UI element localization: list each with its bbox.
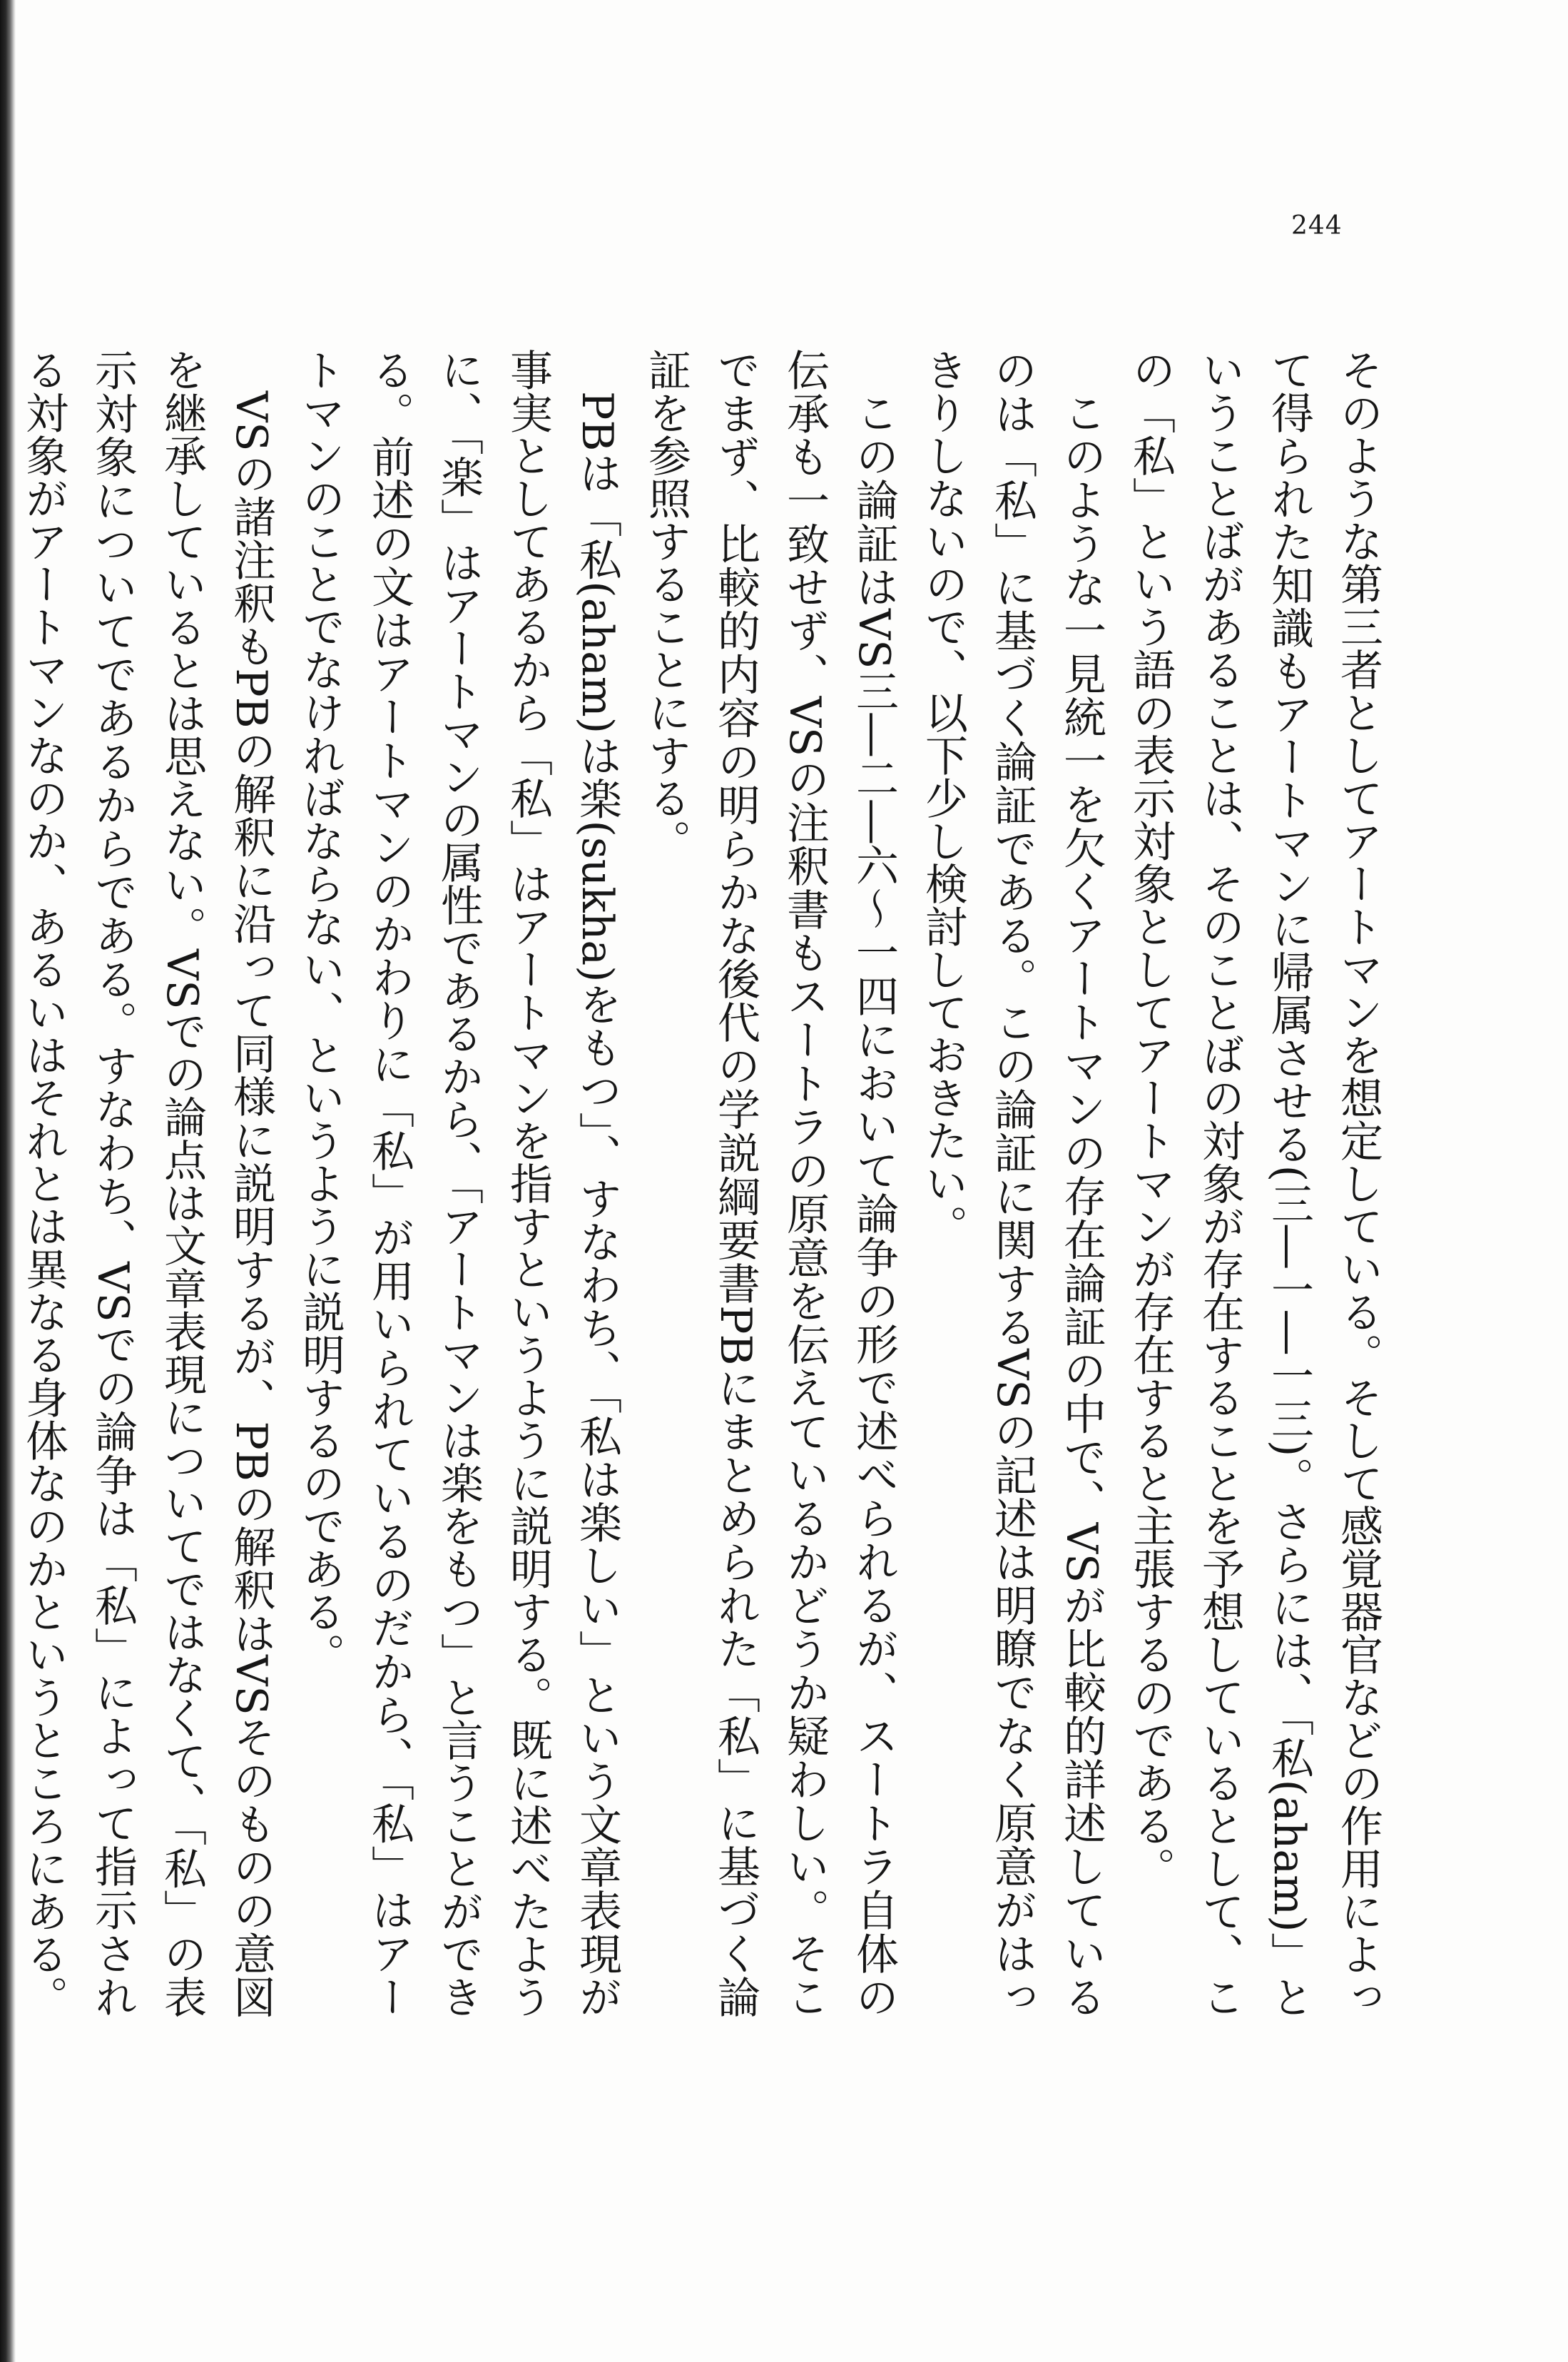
paragraph-3: この論証はVS三―二―六〜一四において論争の形で述べられるが、スートラ自体の伝承も一致せず、VSの注釈書もスートラの原意を伝えているかどうか疑わしい。そこでまず、比較的内容の明らかな後代の学説綱要書PBにまとめられた「私」に基づく論証を参照することにする。 (641, 348, 899, 2018)
page-number: 244 (1291, 211, 1343, 240)
paragraph-2: このような一見統一を欠くアートマンの存在論証の中で、VSが比較的詳述しているのは「私」に基づく論証である。この論証に関するVSの記述は明瞭でなく原意がはっきりしないので、以下少し検討しておきたい。 (918, 348, 1106, 2018)
vertical-body-text (0, 348, 1393, 2018)
paragraph-4: PBは「私(aham)は楽(sukha)をもつ」、すなわち、「私は楽しい」という文章表現が事実としてあるから「私」はアートマンを指すというように説明する。既に述べたように、「楽」はアートマンの属性であるから、「アートマンは楽をもつ」と言うことができる。前述の文はアートマンのかわりに「私」が用いられているのだから、「私」はアートマンのことでなければならない、というように説明するのである。 (295, 348, 622, 2018)
paragraph-5: VSの諸注釈もPBの解釈に沿って同様に説明するが、PBの解釈はVSそのものの意図を継承しているとは思えない。VSでの論点は文章表現についてではなくて、「私」の表示対象についてであるからである。すなわち、VSでの論争は「私」によって指示される対象がアートマンなのか、あるいはそれとは異なる身体なのかというところにある。 (19, 348, 276, 2018)
paragraph-1: そのような第三者としてアートマンを想定している。そして感覚器官などの作用によって得られた知識もアートマンに帰属させる(三―一―一三)。さらには、「私(aham)」ということばがあることは、そのことばの対象が存在することを予想しているとして、この「私」という語の表示対象としてアートマンが存在すると主張するのである。 (1126, 348, 1383, 2018)
